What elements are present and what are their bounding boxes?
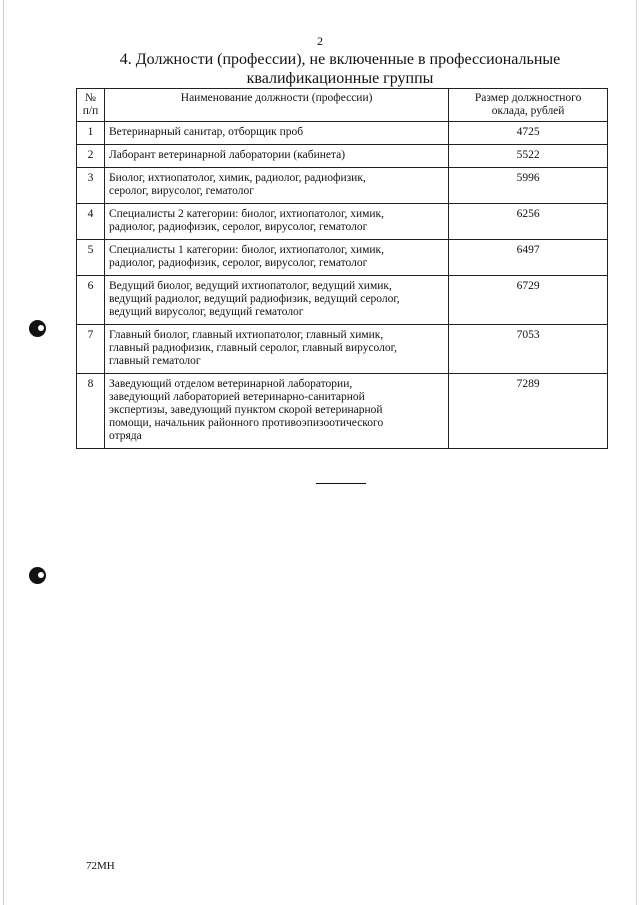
position-name-line: Ветеринарный санитар, отборщик проб [108, 126, 304, 138]
section-heading-line-2: квалификационные группы [246, 70, 434, 87]
row-number: 5 [77, 240, 105, 276]
position-name-line: Заведующий отделом ветеринарной лаборатории, [108, 378, 353, 390]
table-body [77, 122, 608, 449]
header-number-line-2: п/п [82, 105, 99, 117]
position-name-line: радиолог, радиофизик, серолог, вирусолог, гематолог [108, 221, 368, 233]
end-rule [316, 483, 366, 484]
row-number: 3 [77, 168, 105, 204]
position-name [104, 168, 448, 204]
position-name-line: серолог, вирусолог, гематолог [108, 185, 254, 197]
punch-hole-icon [29, 320, 46, 337]
table-row [77, 374, 608, 449]
punch-hole-icon [29, 567, 46, 584]
table-row [77, 168, 608, 204]
position-name [104, 374, 448, 449]
row-number: 4 [77, 204, 105, 240]
table-row [77, 240, 608, 276]
table-row [77, 145, 608, 168]
table-header-row [77, 89, 608, 122]
page-number: 2 [317, 34, 323, 48]
row-number: 8 [77, 374, 105, 449]
header-salary [449, 89, 608, 122]
header-number-line-1: № [84, 92, 96, 104]
position-name-line: Специалисты 1 категории: биолог, ихтиопатолог, химик, [108, 244, 385, 256]
scan-edge-left [3, 0, 4, 905]
position-name-line: помощи, начальник районного противоэпизоотического [108, 417, 384, 429]
table-row [77, 325, 608, 374]
salary-value: 5996 [449, 168, 608, 204]
position-name-line: Главный биолог, главный ихтиопатолог, главный химик, [108, 329, 384, 341]
row-number: 6 [77, 276, 105, 325]
positions-table [76, 88, 608, 449]
salary-value: 6256 [449, 204, 608, 240]
position-name-line: Ведущий биолог, ведущий ихтиопатолог, ведущий химик, [108, 280, 392, 292]
position-name [104, 276, 448, 325]
salary-value: 5522 [449, 145, 608, 168]
header-position-name: Наименование должности (профессии) [104, 89, 448, 122]
section-heading-line-1: 4. Должности (профессии), не включенные в профессиональные [119, 51, 561, 68]
position-name-line: отряда [108, 430, 142, 442]
table-row [77, 204, 608, 240]
position-name-line: заведующий лабораторией ветеринарно-санитарной [108, 391, 365, 403]
row-number: 2 [77, 145, 105, 168]
table-row [77, 122, 608, 145]
scan-edge-right [636, 0, 637, 905]
position-name-line: Лаборант ветеринарной лаборатории (кабинета) [108, 149, 346, 161]
table-row [77, 276, 608, 325]
header-number [77, 89, 105, 122]
position-name-line: ведущий вирусолог, ведущий гематолог [108, 306, 304, 318]
position-name [104, 145, 448, 168]
position-name-line: экспертизы, заведующий пунктом скорой ветеринарной [108, 404, 383, 416]
row-number: 7 [77, 325, 105, 374]
section-heading [70, 50, 610, 88]
row-number: 1 [77, 122, 105, 145]
salary-value: 6729 [449, 276, 608, 325]
position-name-line: Биолог, ихтиопатолог, химик, радиолог, радиофизик, [108, 172, 366, 184]
position-name-line: главный радиофизик, главный серолог, главный вирусолог, [108, 342, 397, 354]
position-name [104, 204, 448, 240]
position-name-line: Специалисты 2 категории: биолог, ихтиопатолог, химик, [108, 208, 385, 220]
position-name [104, 122, 448, 145]
document-code: 72МН [86, 860, 115, 872]
position-name-line: ведущий радиолог, ведущий радиофизик, ведущий серолог, [108, 293, 400, 305]
salary-value: 7289 [449, 374, 608, 449]
header-salary-line-2: оклада, рублей [491, 105, 565, 117]
header-salary-line-1: Размер должностного [474, 92, 582, 104]
salary-value: 6497 [449, 240, 608, 276]
position-name-line: главный гематолог [108, 355, 201, 367]
position-name-line: радиолог, радиофизик, серолог, вирусолог, гематолог [108, 257, 368, 269]
position-name [104, 240, 448, 276]
salary-value: 7053 [449, 325, 608, 374]
position-name [104, 325, 448, 374]
salary-value: 4725 [449, 122, 608, 145]
